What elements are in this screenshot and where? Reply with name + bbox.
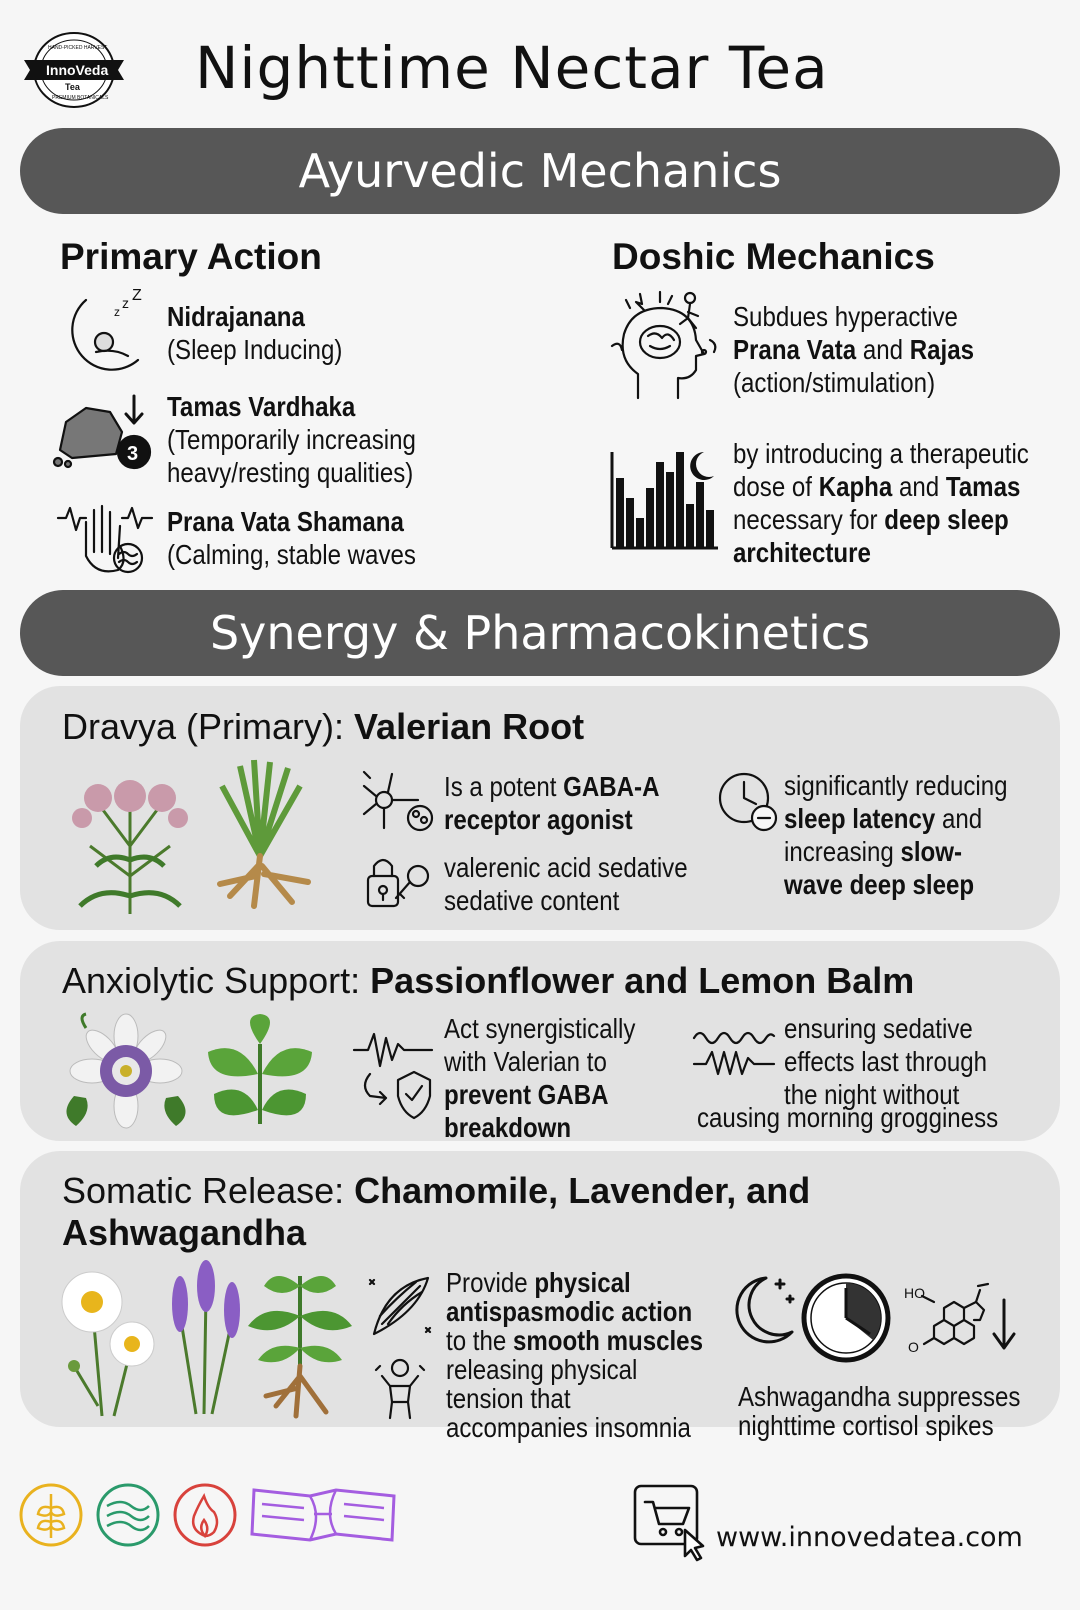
act-synergistically-text: Act synergistically with Valerian to prevent GABA breakdown <box>444 1013 636 1143</box>
logo-ring-bottom: PREMIUM BOTANICALS <box>52 95 109 101</box>
svg-text:3: 3 <box>127 443 139 465</box>
lavender-illustration <box>160 1264 250 1423</box>
molecule-ho-label: HO <box>904 1285 925 1301</box>
svg-text:z: z <box>122 295 129 311</box>
cortisol-clock-icon <box>800 1272 892 1369</box>
air-element-icon[interactable] <box>95 1482 161 1553</box>
doshic-mechanics-heading: Doshic Mechanics <box>612 236 935 277</box>
cortisol-molecule-icon <box>904 1276 1024 1365</box>
clock-icon <box>718 772 780 839</box>
shopping-cart-icon[interactable] <box>633 1484 713 1565</box>
doshic-introducing-text: by introducing a therapeutic dose of Kapha and Tamas necessary for deep sleep architecture <box>733 438 1029 568</box>
heavy-stone-icon <box>52 392 162 477</box>
ashwagandha-illustration <box>246 1266 356 1423</box>
page-title: Nighttime Nectar Tea <box>195 34 829 102</box>
logo-sub-text: Tea <box>65 82 80 92</box>
muscle-icon <box>366 1272 436 1347</box>
cortisol-text: Ashwagandha suppresses nighttime cortisol spikes <box>738 1381 1021 1441</box>
valerian-heading: Dravya (Primary): Valerian Root <box>62 706 585 747</box>
anxiolytic-heading: Anxiolytic Support: Passionflower and Lemon Balm <box>62 960 915 1001</box>
svg-text:Z: Z <box>132 287 142 304</box>
neuron-receptor-icon <box>362 768 434 837</box>
wave-shield-icon <box>352 1024 442 1129</box>
brand-logo[interactable] <box>18 30 130 110</box>
somatic-heading: Somatic Release: Chamomile, Lavender, and Ashwagandha <box>62 1170 811 1253</box>
synergy-banner: Synergy & Pharmacokinetics <box>20 590 1060 676</box>
valerian-flower-illustration <box>60 756 200 921</box>
nidrajanana-item: Nidrajanana (Sleep Inducing) <box>167 301 343 365</box>
doshic-subdues-text: Subdues hyperactive Prana Vata and Rajas (action/stimulation) <box>733 301 974 398</box>
valerian-root-illustration <box>200 756 320 921</box>
tamas-vardhaka-item: Tamas Vardhaka (Temporarily increasing heavy/resting qualities) <box>167 391 416 488</box>
website-url-link[interactable]: www.innovedatea.com <box>716 1522 1023 1553</box>
relaxed-body-icon <box>372 1356 428 1425</box>
earth-element-icon[interactable] <box>18 1482 84 1553</box>
ether-element-icon[interactable] <box>248 1484 398 1551</box>
hand-waves-icon <box>56 496 156 581</box>
logo-ring-top: HAND-PICKED HARVEST <box>48 45 108 51</box>
antispasmodic-text: Provide physical antispasmodic action to the smooth muscles releasing physical tension that accompanies insomnia <box>446 1267 703 1443</box>
fire-element-icon[interactable] <box>172 1482 238 1553</box>
chamomile-illustration <box>54 1266 164 1421</box>
logo-brand-text: InnoVeda <box>46 62 109 78</box>
ayurvedic-banner: Ayurvedic Mechanics <box>20 128 1060 214</box>
moon-sleep-icon <box>56 287 146 385</box>
svg-text:z: z <box>114 305 120 319</box>
prana-vata-shamana-item: Prana Vata Shamana (Calming, stable waves <box>167 506 416 570</box>
lock-key-icon <box>366 852 438 917</box>
passionflower-illustration <box>56 1014 196 1135</box>
brain-waves-icon <box>692 1022 776 1083</box>
moon-icon <box>736 1272 796 1349</box>
primary-action-heading: Primary Action <box>60 236 322 277</box>
head-brain-icon <box>610 290 720 405</box>
sleep-graph-icon <box>610 448 720 557</box>
sleep-latency-text: significantly reducing sleep latency and increasing slow- wave deep sleep <box>784 770 1008 900</box>
molecule-o-label: O <box>908 1339 919 1355</box>
gaba-agonist-text: Is a potent GABA-A receptor agonist <box>444 771 660 835</box>
lemon-balm-illustration <box>200 1014 320 1135</box>
ensuring-sedative-text: ensuring sedative effects last through the night without <box>784 1013 988 1110</box>
valerenic-acid-text: valerenic acid sedative sedative content <box>444 852 688 916</box>
morning-grogginess-text: causing morning grogginess <box>697 1102 999 1133</box>
